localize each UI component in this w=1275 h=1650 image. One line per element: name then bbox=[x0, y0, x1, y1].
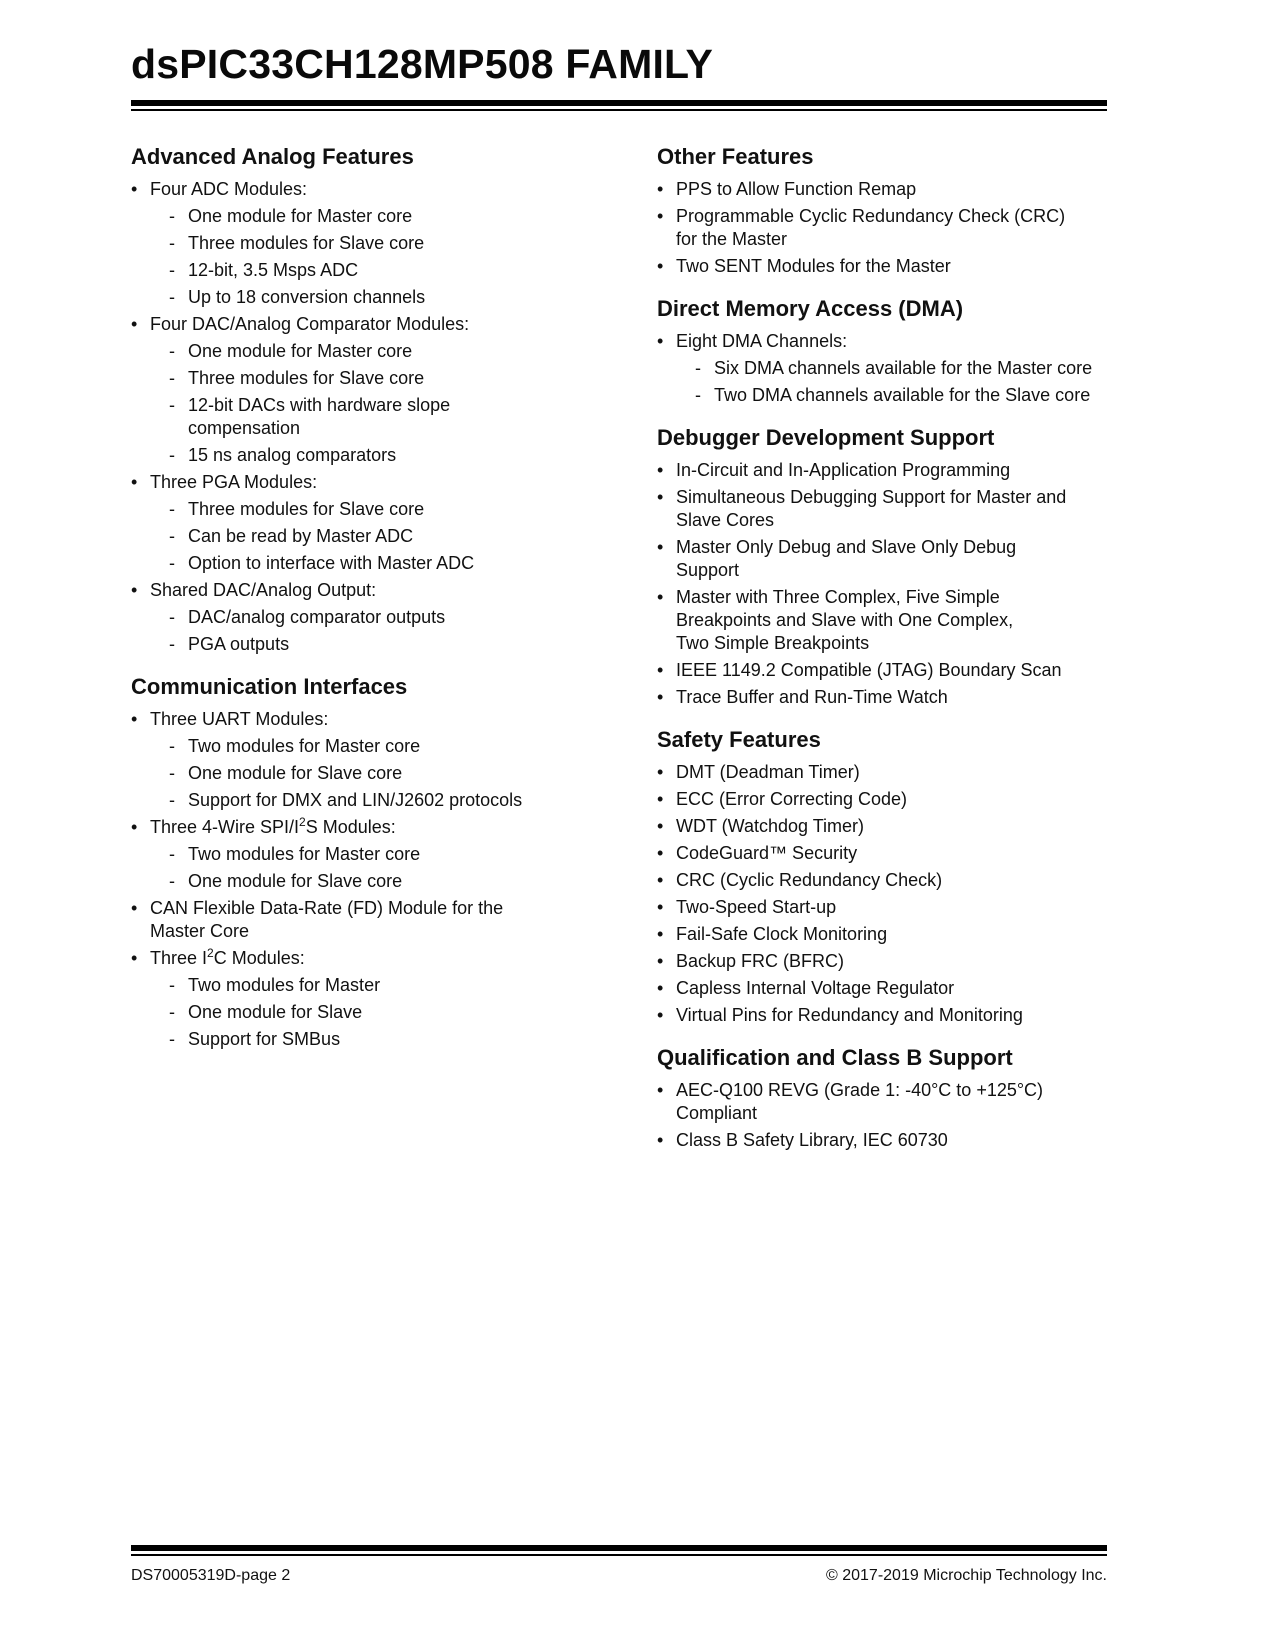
bullet-icon: • bbox=[131, 314, 138, 334]
dash-icon: - bbox=[169, 233, 175, 253]
section-communication-interfaces bbox=[131, 673, 541, 1051]
sub-list-item bbox=[150, 394, 541, 440]
list-item bbox=[657, 923, 1097, 946]
item-text: WDT (Watchdog Timer) bbox=[676, 816, 865, 836]
bullet-icon: • bbox=[131, 948, 138, 968]
superscript: 2 bbox=[299, 815, 306, 829]
sub-list-item bbox=[150, 444, 541, 467]
list-item bbox=[657, 586, 1097, 655]
bullet-icon: • bbox=[657, 331, 664, 351]
list-item bbox=[657, 815, 1097, 838]
list-item bbox=[657, 659, 1097, 682]
sub-item-text: Can be read by Master ADC bbox=[188, 526, 414, 546]
list-item bbox=[131, 579, 541, 656]
list-item bbox=[657, 869, 1097, 892]
bullet-list bbox=[657, 178, 1097, 278]
sub-list bbox=[150, 498, 541, 575]
sub-item-text: Support for DMX and LIN/J2602 protocols bbox=[188, 790, 523, 810]
dash-icon: - bbox=[169, 526, 175, 546]
footer-rule-thin bbox=[131, 1554, 1107, 1556]
item-text: Three UART Modules: bbox=[150, 709, 329, 729]
section-advanced-analog-features bbox=[131, 143, 541, 656]
dash-icon: - bbox=[169, 499, 175, 519]
dash-icon: - bbox=[169, 287, 175, 307]
item-text: Virtual Pins for Redundancy and Monitoring bbox=[676, 1005, 1023, 1025]
bullet-icon: • bbox=[657, 870, 664, 890]
sub-list-item bbox=[150, 843, 541, 866]
item-text: Fail-Safe Clock Monitoring bbox=[676, 924, 888, 944]
sub-list-item bbox=[150, 552, 541, 575]
dash-icon: - bbox=[169, 1002, 175, 1022]
sub-list-item bbox=[150, 1001, 541, 1024]
list-item bbox=[657, 330, 1097, 407]
sub-item-text: Two modules for Master core bbox=[188, 736, 421, 756]
section-safety-features bbox=[657, 726, 1097, 1027]
item-text: Backup FRC (BFRC) bbox=[676, 951, 845, 971]
section-heading: Direct Memory Access (DMA) bbox=[657, 296, 964, 321]
sub-list bbox=[150, 974, 541, 1051]
sub-list-item bbox=[676, 384, 1097, 407]
left-column bbox=[131, 143, 541, 1068]
sub-item-text: Two modules for Master bbox=[188, 975, 381, 995]
header-rule-thin bbox=[131, 109, 1107, 111]
item-text: Four DAC/Analog Comparator Modules: bbox=[150, 314, 470, 334]
section-other-features bbox=[657, 143, 1097, 278]
sub-list-item bbox=[150, 1028, 541, 1051]
item-text: Shared DAC/Analog Output: bbox=[150, 580, 377, 600]
item-text: CRC (Cyclic Redundancy Check) bbox=[676, 870, 943, 890]
bullet-icon: • bbox=[657, 1005, 664, 1025]
sub-list-item bbox=[676, 357, 1097, 380]
bullet-icon: • bbox=[657, 924, 664, 944]
item-text: PPS to Allow Function Remap bbox=[676, 179, 917, 199]
sub-list bbox=[150, 606, 541, 656]
sub-item-text: One module for Master core bbox=[188, 341, 413, 361]
sub-item-text: PGA outputs bbox=[188, 634, 290, 654]
bullet-icon: • bbox=[131, 580, 138, 600]
sub-item-text: Support for SMBus bbox=[188, 1029, 341, 1049]
item-text: Eight DMA Channels: bbox=[676, 331, 848, 351]
list-item bbox=[657, 255, 1097, 278]
superscript: 2 bbox=[207, 946, 214, 960]
sub-list-item bbox=[150, 606, 541, 629]
dash-icon: - bbox=[169, 445, 175, 465]
bullet-icon: • bbox=[657, 487, 664, 507]
right-column bbox=[657, 143, 1097, 1169]
item-text: CodeGuard™ Security bbox=[676, 843, 858, 863]
sub-list-item bbox=[150, 205, 541, 228]
section-heading: Qualification and Class B Support bbox=[657, 1045, 1013, 1070]
dash-icon: - bbox=[169, 736, 175, 756]
bullet-icon: • bbox=[131, 179, 138, 199]
list-item bbox=[657, 686, 1097, 709]
item-text: Two SENT Modules for the Master bbox=[676, 256, 951, 276]
bullet-icon: • bbox=[657, 1130, 664, 1150]
list-item bbox=[131, 313, 541, 467]
list-item bbox=[657, 536, 1097, 582]
bullet-icon: • bbox=[657, 1080, 664, 1100]
section-heading: Other Features bbox=[657, 144, 814, 169]
sub-list-item bbox=[150, 633, 541, 656]
page-title: dsPIC33CH128MP508 FAMILY bbox=[131, 41, 714, 87]
item-text: S Modules: bbox=[305, 817, 396, 837]
bullet-icon: • bbox=[131, 709, 138, 729]
section-heading: Advanced Analog Features bbox=[131, 144, 414, 169]
dash-icon: - bbox=[169, 1029, 175, 1049]
dash-icon: - bbox=[169, 634, 175, 654]
sub-item-text: Up to 18 conversion channels bbox=[188, 287, 426, 307]
item-text: AEC-Q100 REVG (Grade 1: -40°C to +125°C) Compliant bbox=[676, 1080, 1044, 1123]
sub-list-item bbox=[150, 286, 541, 309]
sub-item-text: Two modules for Master core bbox=[188, 844, 421, 864]
section-qualification-and-class-b-support bbox=[657, 1044, 1097, 1152]
section-debugger-development-support bbox=[657, 424, 1097, 709]
item-text: C Modules: bbox=[213, 948, 305, 968]
list-item bbox=[657, 205, 1097, 251]
list-item bbox=[131, 708, 541, 812]
sub-list-item bbox=[150, 762, 541, 785]
bullet-icon: • bbox=[657, 978, 664, 998]
item-text: Master Only Debug and Slave Only Debug Support bbox=[676, 537, 1017, 580]
bullet-icon: • bbox=[657, 687, 664, 707]
item-text: DMT (Deadman Timer) bbox=[676, 762, 860, 782]
item-text: Programmable Cyclic Redundancy Check (CRC) for the Master bbox=[676, 206, 1066, 249]
sub-list-item bbox=[150, 735, 541, 758]
list-item bbox=[657, 486, 1097, 532]
bullet-icon: • bbox=[657, 206, 664, 226]
dash-icon: - bbox=[169, 395, 175, 415]
bullet-icon: • bbox=[657, 843, 664, 863]
bullet-list bbox=[131, 708, 541, 1051]
item-text: CAN Flexible Data-Rate (FD) Module for the Master Core bbox=[150, 898, 504, 941]
bullet-icon: • bbox=[657, 660, 664, 680]
bullet-icon: • bbox=[657, 460, 664, 480]
section-direct-memory-access-dma bbox=[657, 295, 1097, 407]
bullet-icon: • bbox=[657, 762, 664, 782]
section-heading: Debugger Development Support bbox=[657, 425, 995, 450]
sub-item-text: 15 ns analog comparators bbox=[188, 445, 397, 465]
section-heading: Safety Features bbox=[657, 727, 821, 752]
sub-list-item bbox=[150, 870, 541, 893]
item-text: Three 4-Wire SPI/I bbox=[150, 817, 300, 837]
bullet-icon: • bbox=[131, 472, 138, 492]
sub-item-text: Six DMA channels available for the Master core bbox=[714, 358, 1093, 378]
bullet-list bbox=[657, 459, 1097, 709]
sub-list-item bbox=[150, 232, 541, 255]
bullet-icon: • bbox=[657, 537, 664, 557]
sub-list bbox=[150, 843, 541, 893]
sub-list bbox=[676, 357, 1097, 407]
item-text: Master with Three Complex, Five Simple Breakpoints and Slave with One Complex, Two Simple Breakpoints bbox=[676, 587, 1014, 653]
sub-item-text: Three modules for Slave core bbox=[188, 368, 425, 388]
list-item bbox=[657, 1079, 1097, 1125]
item-text: ECC (Error Correcting Code) bbox=[676, 789, 908, 809]
sub-item-text: One module for Slave core bbox=[188, 871, 403, 891]
list-item bbox=[131, 816, 541, 893]
list-item bbox=[657, 761, 1097, 784]
footer-copyright: © 2017-2019 Microchip Technology Inc. bbox=[826, 1567, 1107, 1584]
list-item bbox=[657, 459, 1097, 482]
list-item bbox=[657, 977, 1097, 1000]
dash-icon: - bbox=[169, 368, 175, 388]
dash-icon: - bbox=[695, 385, 701, 405]
bullet-icon: • bbox=[657, 816, 664, 836]
footer-rule-thick bbox=[131, 1545, 1107, 1551]
sub-list-item bbox=[150, 367, 541, 390]
bullet-icon: • bbox=[657, 587, 664, 607]
bullet-list bbox=[131, 178, 541, 656]
sub-item-text: Two DMA channels available for the Slave core bbox=[714, 385, 1091, 405]
sub-list-item bbox=[150, 259, 541, 282]
sub-list-item bbox=[150, 974, 541, 997]
sub-item-text: Three modules for Slave core bbox=[188, 233, 425, 253]
bullet-list bbox=[657, 1079, 1097, 1152]
list-item bbox=[131, 471, 541, 575]
dash-icon: - bbox=[169, 871, 175, 891]
list-item bbox=[657, 178, 1097, 201]
sub-item-text: DAC/analog comparator outputs bbox=[188, 607, 446, 627]
list-item bbox=[657, 896, 1097, 919]
footer-doc-number: DS70005319D-page 2 bbox=[131, 1567, 291, 1584]
item-text: Trace Buffer and Run-Time Watch bbox=[676, 687, 948, 707]
item-text: IEEE 1149.2 Compatible (JTAG) Boundary Scan bbox=[676, 660, 1062, 680]
bullet-list bbox=[657, 330, 1097, 407]
sub-list-item bbox=[150, 340, 541, 363]
list-item bbox=[657, 842, 1097, 865]
dash-icon: - bbox=[169, 553, 175, 573]
bullet-icon: • bbox=[657, 179, 664, 199]
sub-item-text: One module for Slave bbox=[188, 1002, 363, 1022]
section-heading: Communication Interfaces bbox=[131, 674, 408, 699]
sub-list bbox=[150, 735, 541, 812]
item-text: Three I bbox=[150, 948, 208, 968]
bullet-list bbox=[657, 761, 1097, 1027]
sub-list bbox=[150, 340, 541, 467]
sub-item-text: One module for Master core bbox=[188, 206, 413, 226]
sub-list-item bbox=[150, 789, 541, 812]
list-item bbox=[131, 897, 541, 943]
dash-icon: - bbox=[169, 975, 175, 995]
list-item bbox=[657, 1004, 1097, 1027]
dash-icon: - bbox=[169, 844, 175, 864]
list-item bbox=[131, 947, 541, 1051]
bullet-icon: • bbox=[657, 256, 664, 276]
list-item bbox=[657, 1129, 1097, 1152]
sub-item-text: Option to interface with Master ADC bbox=[188, 553, 475, 573]
dash-icon: - bbox=[695, 358, 701, 378]
item-text: Four ADC Modules: bbox=[150, 179, 308, 199]
sub-item-text: 12-bit DACs with hardware slope compensation bbox=[188, 395, 451, 438]
bullet-icon: • bbox=[131, 898, 138, 918]
sub-list bbox=[150, 205, 541, 309]
bullet-icon: • bbox=[131, 817, 138, 837]
list-item bbox=[657, 788, 1097, 811]
dash-icon: - bbox=[169, 206, 175, 226]
item-text: Capless Internal Voltage Regulator bbox=[676, 978, 955, 998]
list-item bbox=[657, 950, 1097, 973]
header-rule-thick bbox=[131, 100, 1107, 106]
item-text: Class B Safety Library, IEC 60730 bbox=[676, 1130, 948, 1150]
dash-icon: - bbox=[169, 260, 175, 280]
bullet-icon: • bbox=[657, 951, 664, 971]
bullet-icon: • bbox=[657, 789, 664, 809]
dash-icon: - bbox=[169, 341, 175, 361]
sub-list-item bbox=[150, 498, 541, 521]
item-text: Three PGA Modules: bbox=[150, 472, 318, 492]
list-item bbox=[131, 178, 541, 309]
bullet-icon: • bbox=[657, 897, 664, 917]
item-text: Two-Speed Start-up bbox=[676, 897, 837, 917]
dash-icon: - bbox=[169, 607, 175, 627]
sub-item-text: Three modules for Slave core bbox=[188, 499, 425, 519]
dash-icon: - bbox=[169, 790, 175, 810]
item-text: In-Circuit and In-Application Programming bbox=[676, 460, 1011, 480]
sub-item-text: 12-bit, 3.5 Msps ADC bbox=[188, 260, 359, 280]
sub-item-text: One module for Slave core bbox=[188, 763, 403, 783]
sub-list-item bbox=[150, 525, 541, 548]
item-text: Simultaneous Debugging Support for Master and Slave Cores bbox=[676, 487, 1067, 530]
dash-icon: - bbox=[169, 763, 175, 783]
